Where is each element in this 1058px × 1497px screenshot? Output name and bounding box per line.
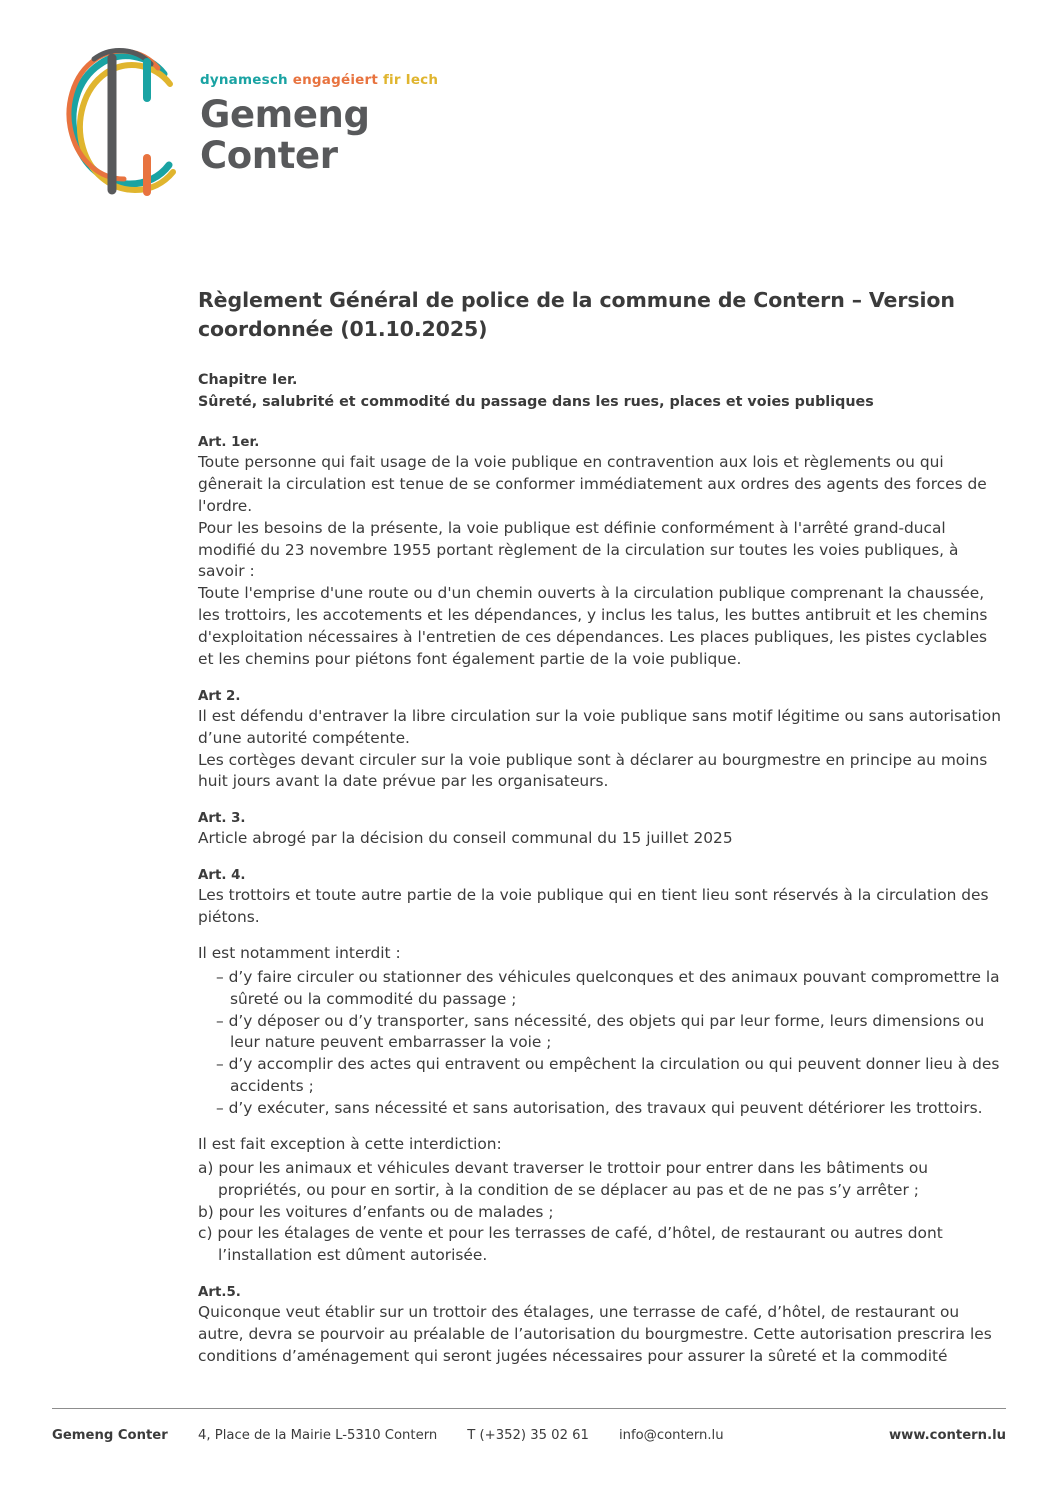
article-paragraph: Les trottoirs et toute autre partie de la voie publique qui en tient lieu sont réservés à la circulation des piétons.: [198, 886, 989, 927]
prohibition-list: [198, 967, 1006, 1120]
footer-website[interactable]: www.contern.lu: [888, 1428, 1006, 1443]
document-title: Règlement Général de police de la commune de Contern – Version coordonnée (01.10.2025): [198, 288, 955, 342]
exception-lead: Il est fait exception à cette interdiction:: [198, 1134, 502, 1153]
article-4: [198, 868, 1006, 1267]
logo-name: [200, 94, 470, 177]
logo-c-icon: [52, 40, 187, 200]
chapter-heading: [198, 370, 1006, 413]
article-1: [198, 435, 1006, 671]
article-5: [198, 1285, 1006, 1368]
list-item: – d’y accomplir des actes qui entravent ou empêchent la circulation ou qui peuvent donner lieu à des accidents ;: [216, 1054, 1006, 1098]
logo-claim-part3: fir Iech: [382, 72, 439, 88]
logo-name-line2: Conter: [200, 134, 338, 178]
document-body: [198, 286, 1006, 1386]
spacer: [198, 929, 1006, 943]
article-paragraph: Quiconque veut établir sur un trottoir des étalages, une terrasse de café, d’hôtel, de restaurant ou autre, devra se pourvoir au préalable de l’autorisation du bourgmestre. Cette autorisation prescrira les conditions d’aménagement qui seront jugées nécessaires pour assurer la sûreté et la commodité: [198, 1303, 992, 1365]
article-paragraph: Toute l'emprise d'une route ou d'un chemin ouverts à la circulation publique comprenant la chaussée, les trottoirs, les accotements et les dépendances, y inclus les talus, les buttes antibruit et les chemins d'exploitation nécessaires à l'entretien de ces dépendances. Les places publiques, les pistes cyclables et les chemins pour piétons font également partie de la voie publique.: [198, 584, 988, 668]
article-label: Art.5.: [198, 1285, 241, 1301]
chapter-label: Chapitre Ier.: [198, 372, 298, 389]
chapter-subtitle: Sûreté, salubrité et commodité du passage dans les rues, places et voies publiques: [198, 393, 874, 410]
list-item: c) pour les étalages de vente et pour les terrasses de café, d’hôtel, de restaurant ou autres dont l’installation est dûment autorisée.: [198, 1224, 943, 1265]
logo-claim-part1: dynamesch: [200, 72, 288, 88]
article-paragraph: Toute personne qui fait usage de la voie publique en contravention aux lois et règlements ou qui gênerait la circulation est tenue de se conformer immédiatement aux ordres des agents des forces de l'ordre.: [198, 453, 987, 515]
article-label: Art 2.: [198, 688, 241, 704]
article-paragraph: Pour les besoins de la présente, la voie publique est définie conformément à l'arrêté grand-ducal modifié du 23 novembre 1955 portant règlement de la circulation sur toutes les voies publiques, à savoir :: [198, 518, 959, 581]
article-paragraph: Article abrogé par la décision du conseil communal du 15 juillet 2025: [198, 829, 733, 848]
list-item: – d’y faire circuler ou stationner des véhicules quelconques et des animaux pouvant compromettre la sûreté ou la commodité du passage ;: [216, 967, 1006, 1011]
footer-phone: T (+352) 35 02 61: [467, 1428, 589, 1443]
footer: [52, 1428, 1006, 1443]
prohibition-lead: Il est notamment interdit :: [198, 943, 401, 962]
list-item: b) pour les voitures d’enfants ou de malades ;: [198, 1202, 554, 1221]
footer-divider: [52, 1408, 1006, 1409]
logo-name-line1: Gemeng: [200, 93, 370, 136]
logo-text: [200, 72, 470, 177]
spacer: [198, 1120, 1006, 1134]
article-3: [198, 811, 1006, 850]
footer-address: 4, Place de la Mairie L-5310 Contern: [198, 1428, 438, 1443]
article-label: Art. 3.: [198, 811, 246, 827]
exception-list: [198, 1158, 1006, 1267]
logo: [52, 40, 472, 210]
article-label: Art. 4.: [198, 868, 246, 884]
list-item: a) pour les animaux et véhicules devant traverser le trottoir pour entrer dans les bâtiments ou propriétés, ou pour en sortir, à la condition de se déplacer au pas et de ne pas s’y arrêter ;: [198, 1158, 929, 1199]
article-paragraph: Il est défendu d'entraver la libre circulation sur la voie publique sans motif légitime ou sans autorisation d’une autorité compétente.: [198, 706, 1001, 747]
list-item: – d’y exécuter, sans nécessité et sans autorisation, des travaux qui peuvent détériorer les trottoirs.: [216, 1098, 1006, 1120]
footer-email[interactable]: info@contern.lu: [618, 1428, 724, 1443]
article-2: [198, 689, 1006, 794]
logo-claim: [200, 72, 470, 88]
article-label: Art. 1er.: [198, 435, 260, 451]
footer-brand: Gemeng Conter: [52, 1428, 168, 1443]
list-item: – d’y déposer ou d’y transporter, sans nécessité, des objets qui par leur forme, leurs dimensions ou leur nature peuvent embarrasser la voie ;: [216, 1011, 1006, 1055]
article-paragraph: Les cortèges devant circuler sur la voie publique sont à déclarer au bourgmestre en principe au moins huit jours avant la date prévue par les organisateurs.: [198, 750, 988, 791]
logo-claim-part2: engagéiert: [292, 72, 379, 88]
